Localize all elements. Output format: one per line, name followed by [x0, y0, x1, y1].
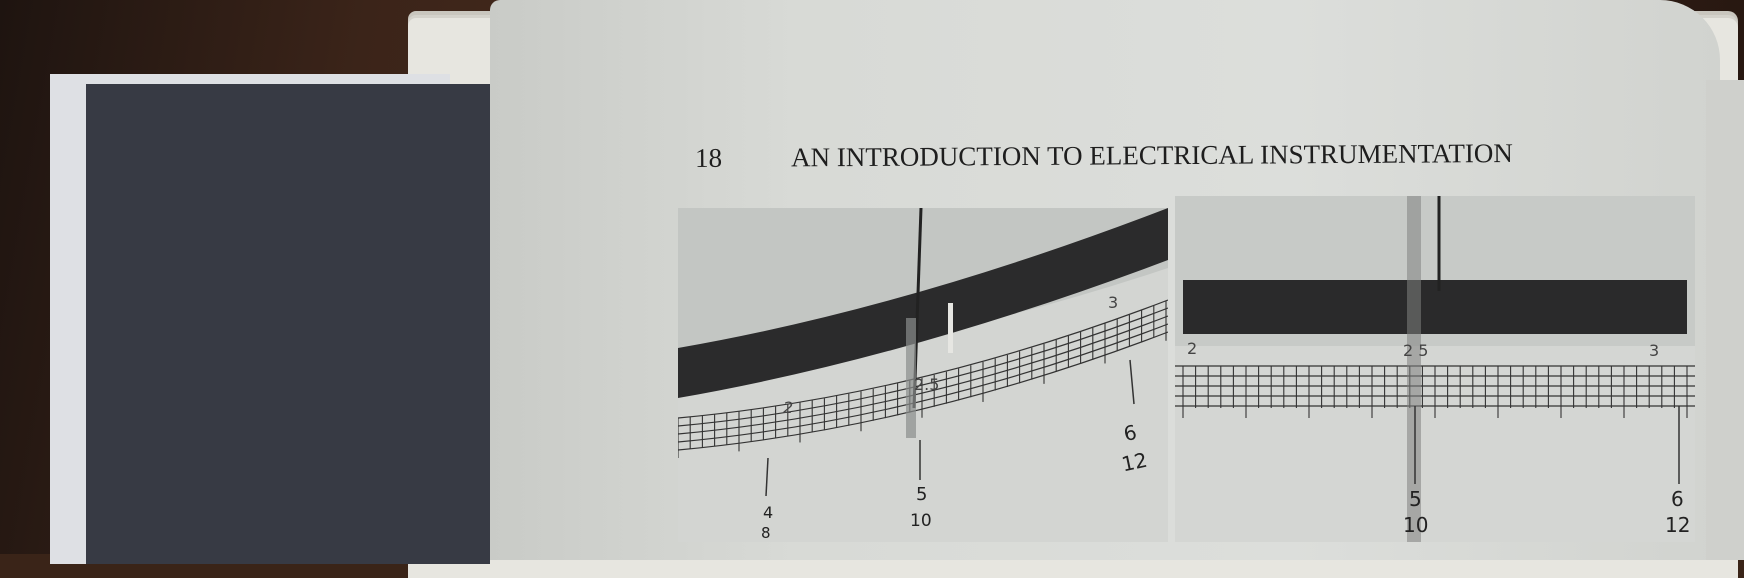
- range2-label-6: 6: [1121, 419, 1139, 447]
- meter-photo-straight-scale: [1175, 196, 1695, 542]
- range3-label-10: 10: [910, 511, 932, 531]
- range3-label-10: 10: [1403, 513, 1429, 537]
- range2-label-6: 6: [1671, 487, 1684, 511]
- book-cover: [86, 84, 490, 564]
- range1-label-2-5: 2 5: [1403, 341, 1429, 360]
- range3-label-12: 12: [1665, 513, 1691, 537]
- range1-label-3: 3: [1649, 341, 1660, 360]
- range2-label-5: 5: [916, 484, 928, 505]
- meter-photo-curved-scale: [678, 208, 1168, 542]
- mirror-band: [1183, 280, 1687, 334]
- range3-label-12: 12: [1119, 447, 1150, 477]
- range2-label-4: 4: [763, 503, 774, 522]
- page-edge: [1706, 80, 1744, 560]
- range1-label-2: 2: [783, 398, 794, 417]
- range1-label-2-5: 2.5: [914, 375, 940, 394]
- range3-label-8: 8: [761, 524, 771, 542]
- running-title: AN INTRODUCTION TO ELECTRICAL INSTRUMENTATION: [790, 138, 1513, 173]
- range1-label-3: 3: [1108, 293, 1119, 312]
- range1-label-2: 2: [1187, 339, 1198, 358]
- range2-label-5: 5: [1409, 487, 1422, 511]
- page-number: 18: [695, 142, 723, 173]
